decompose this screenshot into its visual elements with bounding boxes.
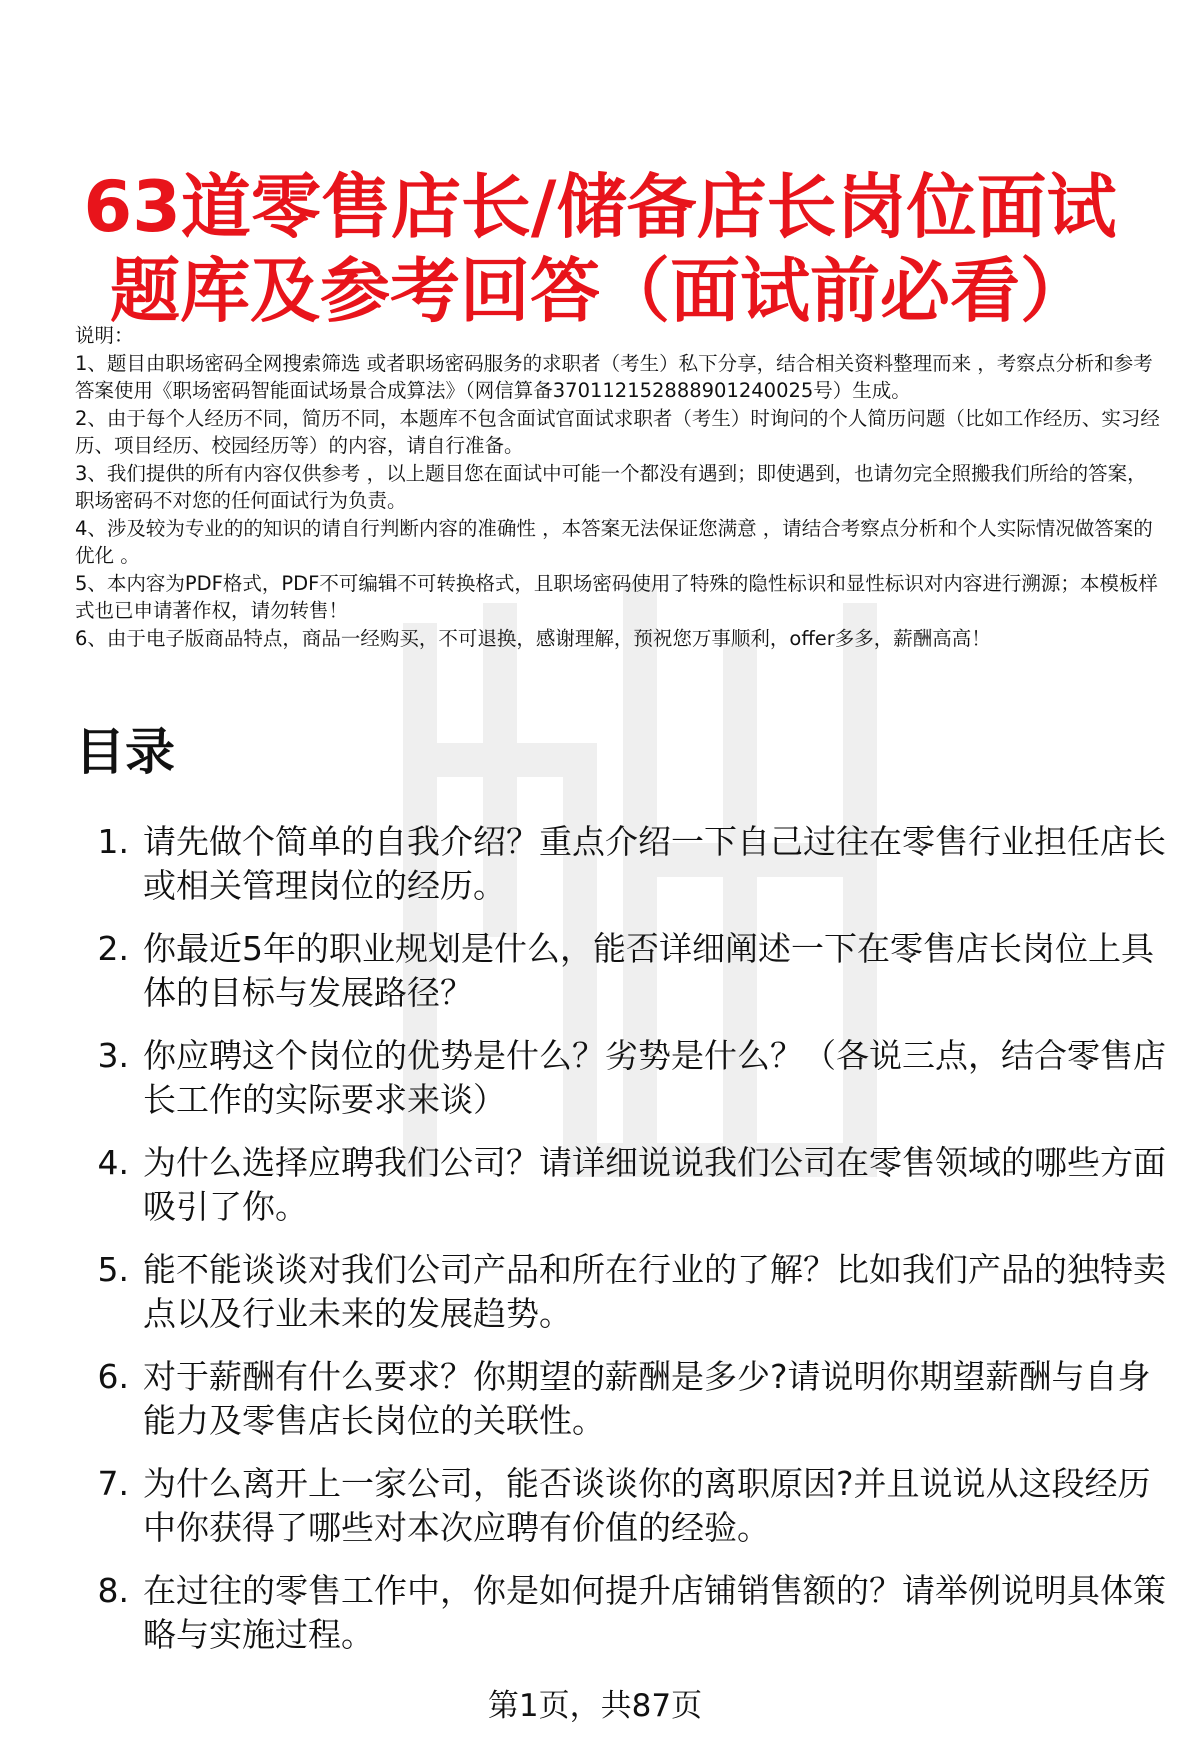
toc-item[interactable] — [75, 1248, 1170, 1336]
note-item: 2、由于每个人经历不同，简历不同，本题库不包含面试官面试求职者（考生）时询问的个人简历问题（比如工作经历、实习经历、项目经历、校园经历等）的内容，请自行准备。 — [75, 406, 1160, 457]
toc-item-text: 为什么选择应聘我们公司？请详细说说我们公司在零售领域的哪些方面吸引了你。 — [143, 1143, 1166, 1226]
toc-item[interactable] — [75, 1355, 1170, 1443]
note-item: 6、由于电子版商品特点，商品一经购买，不可退换，感谢理解，预祝您万事顺利，offer多多，薪酬高高！ — [75, 626, 991, 650]
notes-heading: 说明： — [75, 324, 134, 347]
toc-item-number: 3. — [97, 1036, 129, 1075]
page-number: 第1页，共87页 — [487, 1688, 703, 1724]
toc-item[interactable] — [75, 1141, 1170, 1229]
toc-item-text: 为什么离开上一家公司，能否谈谈你的离职原因?并且说说从这段经历中你获得了哪些对本次应聘有价值的经验。 — [143, 1464, 1151, 1547]
toc-item-number: 8. — [97, 1571, 129, 1610]
toc-item-number: 1. — [97, 822, 129, 861]
toc-item-text: 能不能谈谈对我们公司产品和所在行业的了解？比如我们产品的独特卖点以及行业未来的发展趋势。 — [143, 1250, 1166, 1333]
table-of-contents — [75, 820, 1170, 1676]
note-item: 4、涉及较为专业的的知识的请自行判断内容的准确性 ，本答案无法保证您满意 ，请结合考察点分析和个人实际情况做答案的优化 。 — [75, 516, 1153, 567]
disclaimer-notes — [75, 322, 1160, 652]
toc-item[interactable] — [75, 820, 1170, 908]
toc-item-text: 请先做个简单的自我介绍？重点介绍一下自己过往在零售行业担任店长或相关管理岗位的经历。 — [143, 822, 1166, 905]
toc-item-number: 5. — [97, 1250, 129, 1289]
note-item: 5、本内容为PDF格式，PDF不可编辑不可转换格式，且职场密码使用了特殊的隐性标识和显性标识对内容进行溯源；本模板样式也已申请著作权，请勿转售！ — [75, 571, 1158, 622]
toc-item-text: 你应聘这个岗位的优势是什么？劣势是什么？（各说三点，结合零售店长工作的实际要求来谈） — [143, 1036, 1166, 1119]
toc-item-text: 你最近5年的职业规划是什么，能否详细阐述一下在零售店长岗位上具体的目标与发展路径？ — [143, 929, 1154, 1012]
note-item: 3、我们提供的所有内容仅供参考 ，以上题目您在面试中可能一个都没有遇到；即使遇到，也请勿完全照搬我们所给的答案，职场密码不对您的任何面试行为负责。 — [75, 461, 1147, 512]
toc-item-number: 2. — [97, 929, 129, 968]
toc-item[interactable] — [75, 1569, 1170, 1657]
toc-item[interactable] — [75, 1462, 1170, 1550]
toc-item-number: 7. — [97, 1464, 129, 1503]
toc-item-text: 对于薪酬有什么要求？你期望的薪酬是多少?请说明你期望薪酬与自身能力及零售店长岗位的关联性。 — [143, 1357, 1151, 1440]
toc-item-number: 6. — [97, 1357, 129, 1396]
note-item: 1、题目由职场密码全网搜索筛选 或者职场密码服务的求职者（考生）私下分享，结合相关资料整理而来 ，考察点分析和参考答案使用《职场密码智能面试场景合成算法》（网信算备370112152888901240025号）生成。 — [75, 351, 1153, 402]
toc-item[interactable] — [75, 1034, 1170, 1122]
toc-item-text: 在过往的零售工作中，你是如何提升店铺销售额的？请举例说明具体策略与实施过程。 — [143, 1571, 1166, 1654]
document-title: 63道零售店长/储备店长岗位面试题库及参考回答（面试前必看） — [83, 165, 1117, 332]
toc-item[interactable] — [75, 927, 1170, 1015]
toc-item-number: 4. — [97, 1143, 129, 1182]
toc-heading: 目录 — [75, 723, 175, 781]
